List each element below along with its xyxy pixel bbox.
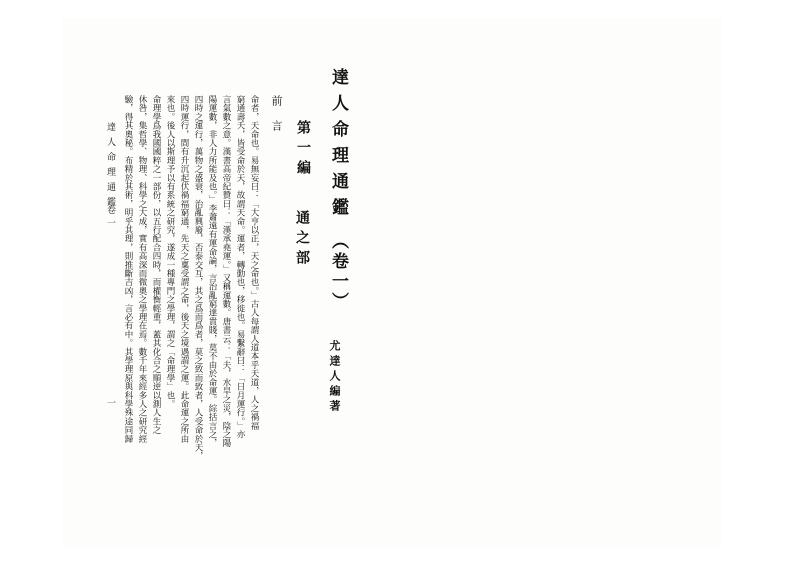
body-line: 休咎，集哲學、物理、科學之大成，實有高深而微奧之學理在焉。數千年來經多人之研究經 [137,95,147,443]
margin-volume: 卷一 [105,205,115,231]
margin-book-title: 達人命理通鑑 [105,122,115,212]
preface-heading: 前言 [270,95,283,145]
book-title: 達人命理通鑑 [328,68,348,224]
body-line: 陽運數，非人力所能及也。」李蕭遠有運命論，言治亂窮達貴賤，莫不由於命運。綜括言之， [207,95,217,448]
body-line: 來也。後人以斯理予以有系統之研究，遂成一種專門之學理，謂之「命理學」也。 [165,95,175,409]
body-line: 窮通壽夭，皆受命於天，故謂天命。運者，轉動也，移徙也。易繫辭曰：「日月運行。」亦 [235,95,245,439]
section-title: 通之部 [294,210,310,270]
body-text [116,95,260,460]
page-number: 一 [105,398,115,407]
chapter-title: 第一編 [295,120,311,180]
body-line: 驗，得其奧秘。布精於其術，明乎其理，則推斷吉凶，言必有中。其學理原與科學殊途同歸 [123,95,133,443]
body-line: 命者，天命也。易無妄曰：「大亨以正，天之命也。」古人每謂人道本乎天道，人之禍福 [249,95,259,431]
body-line: 命理學爲我國國粹之一部份，以五行配合四時，而權衡輕重，蓋其化合之順逆以測人生之 [151,95,161,435]
volume-label: （卷一） [328,232,348,312]
author-credit: 尤達人編著 [328,340,341,415]
body-line: 四時之運行，萬物之盛衰，治亂興廢，否泰交互，其之爲而爲者，莫之致而致者，人受命於天， [193,95,203,460]
body-line: 言氣數之意。漢書高帝紀贊曰：「漢承堯運。」又稱運數。唐書云：「夫，水旱之災，陰之陽 [221,95,231,448]
body-line: 四時運行，間有升沉起伏禍福窮通，先天之稟受謂之命，後天之境遇謂之運。此命運之所由 [179,95,189,443]
